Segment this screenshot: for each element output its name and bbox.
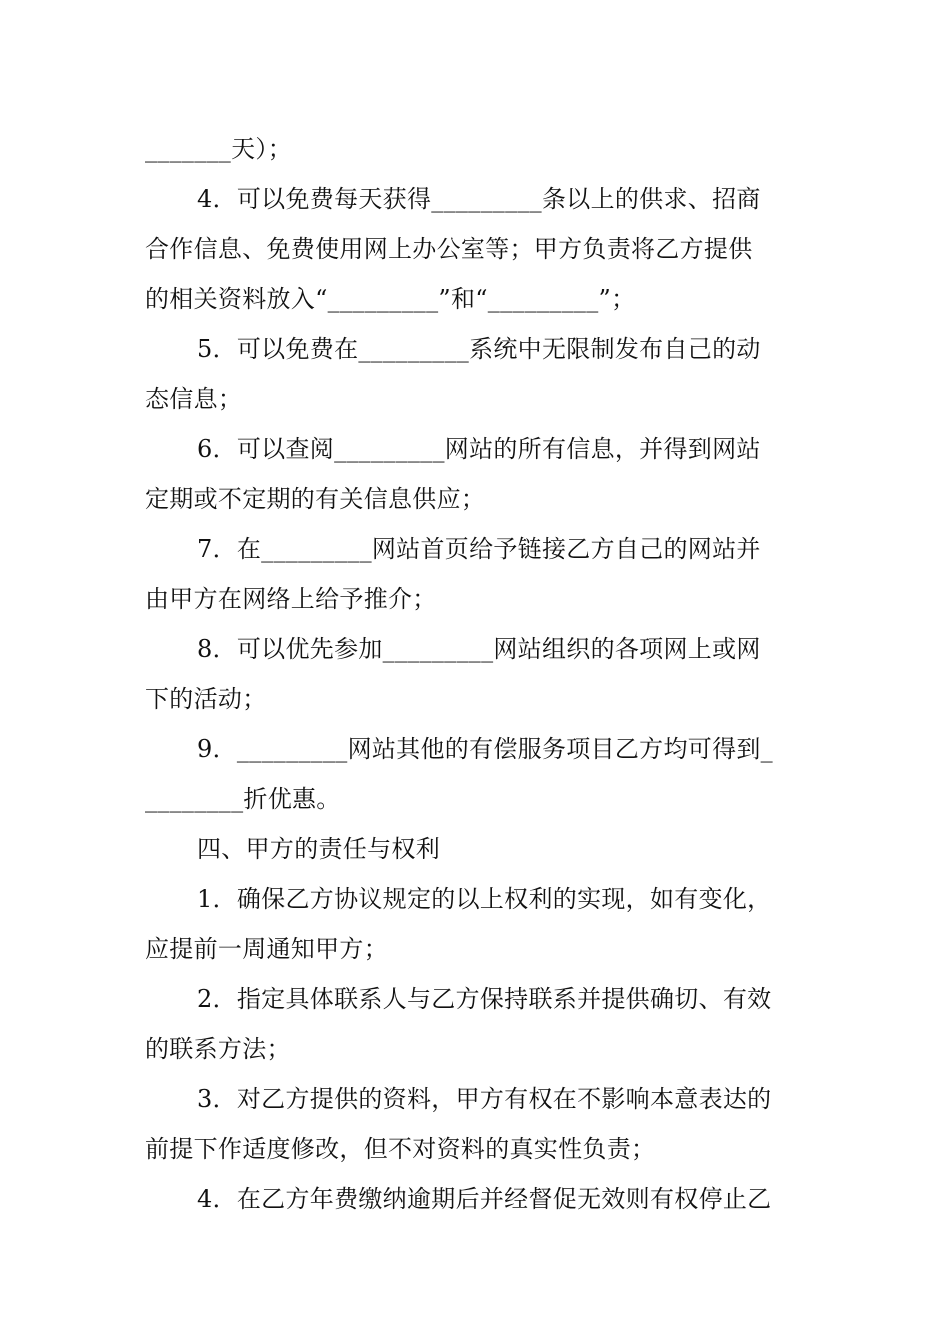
text-line: 的联系方法； [145,1035,291,1063]
text-line: 由甲方在网络上给予推介； [145,585,437,613]
text-line: 4．可以免费每天获得_________条以上的供求、招商 [197,185,761,213]
text-line: 定期或不定期的有关信息供应； [145,485,486,513]
text-line: 5．可以免费在_________系统中无限制发布自己的动 [197,335,761,363]
text-line: _______天）； [145,135,292,163]
text-line: 8．可以优先参加_________网站组织的各项网上或网 [197,635,761,663]
text-line: ________折优惠。 [145,785,341,813]
text-line: 7．在_________网站首页给予链接乙方自己的网站并 [197,535,761,563]
text-line: 3．对乙方提供的资料，甲方有权在不影响本意表达的 [197,1085,772,1113]
text-line: 6．可以查阅_________网站的所有信息，并得到网站 [197,435,761,463]
section-heading: 四、甲方的责任与权利 [197,835,440,863]
text-line: 4．在乙方年费缴纳逾期后并经督促无效则有权停止乙 [197,1185,772,1213]
text-line: 2．指定具体联系人与乙方保持联系并提供确切、有效 [197,985,772,1013]
text-line: 的相关资料放入“_________”和“_________”； [145,285,636,313]
text-line: 应提前一周通知甲方； [145,935,388,963]
text-line: 1．确保乙方协议规定的以上权利的实现，如有变化， [197,885,772,913]
text-line: 合作信息、免费使用网上办公室等；甲方负责将乙方提供 [145,235,753,263]
text-line: 态信息； [145,385,243,413]
text-line: 前提下作适度修改，但不对资料的真实性负责； [145,1135,656,1163]
text-line: 9．_________网站其他的有偿服务项目乙方均可得到_ [197,735,773,763]
text-line: 下的活动； [145,685,267,713]
